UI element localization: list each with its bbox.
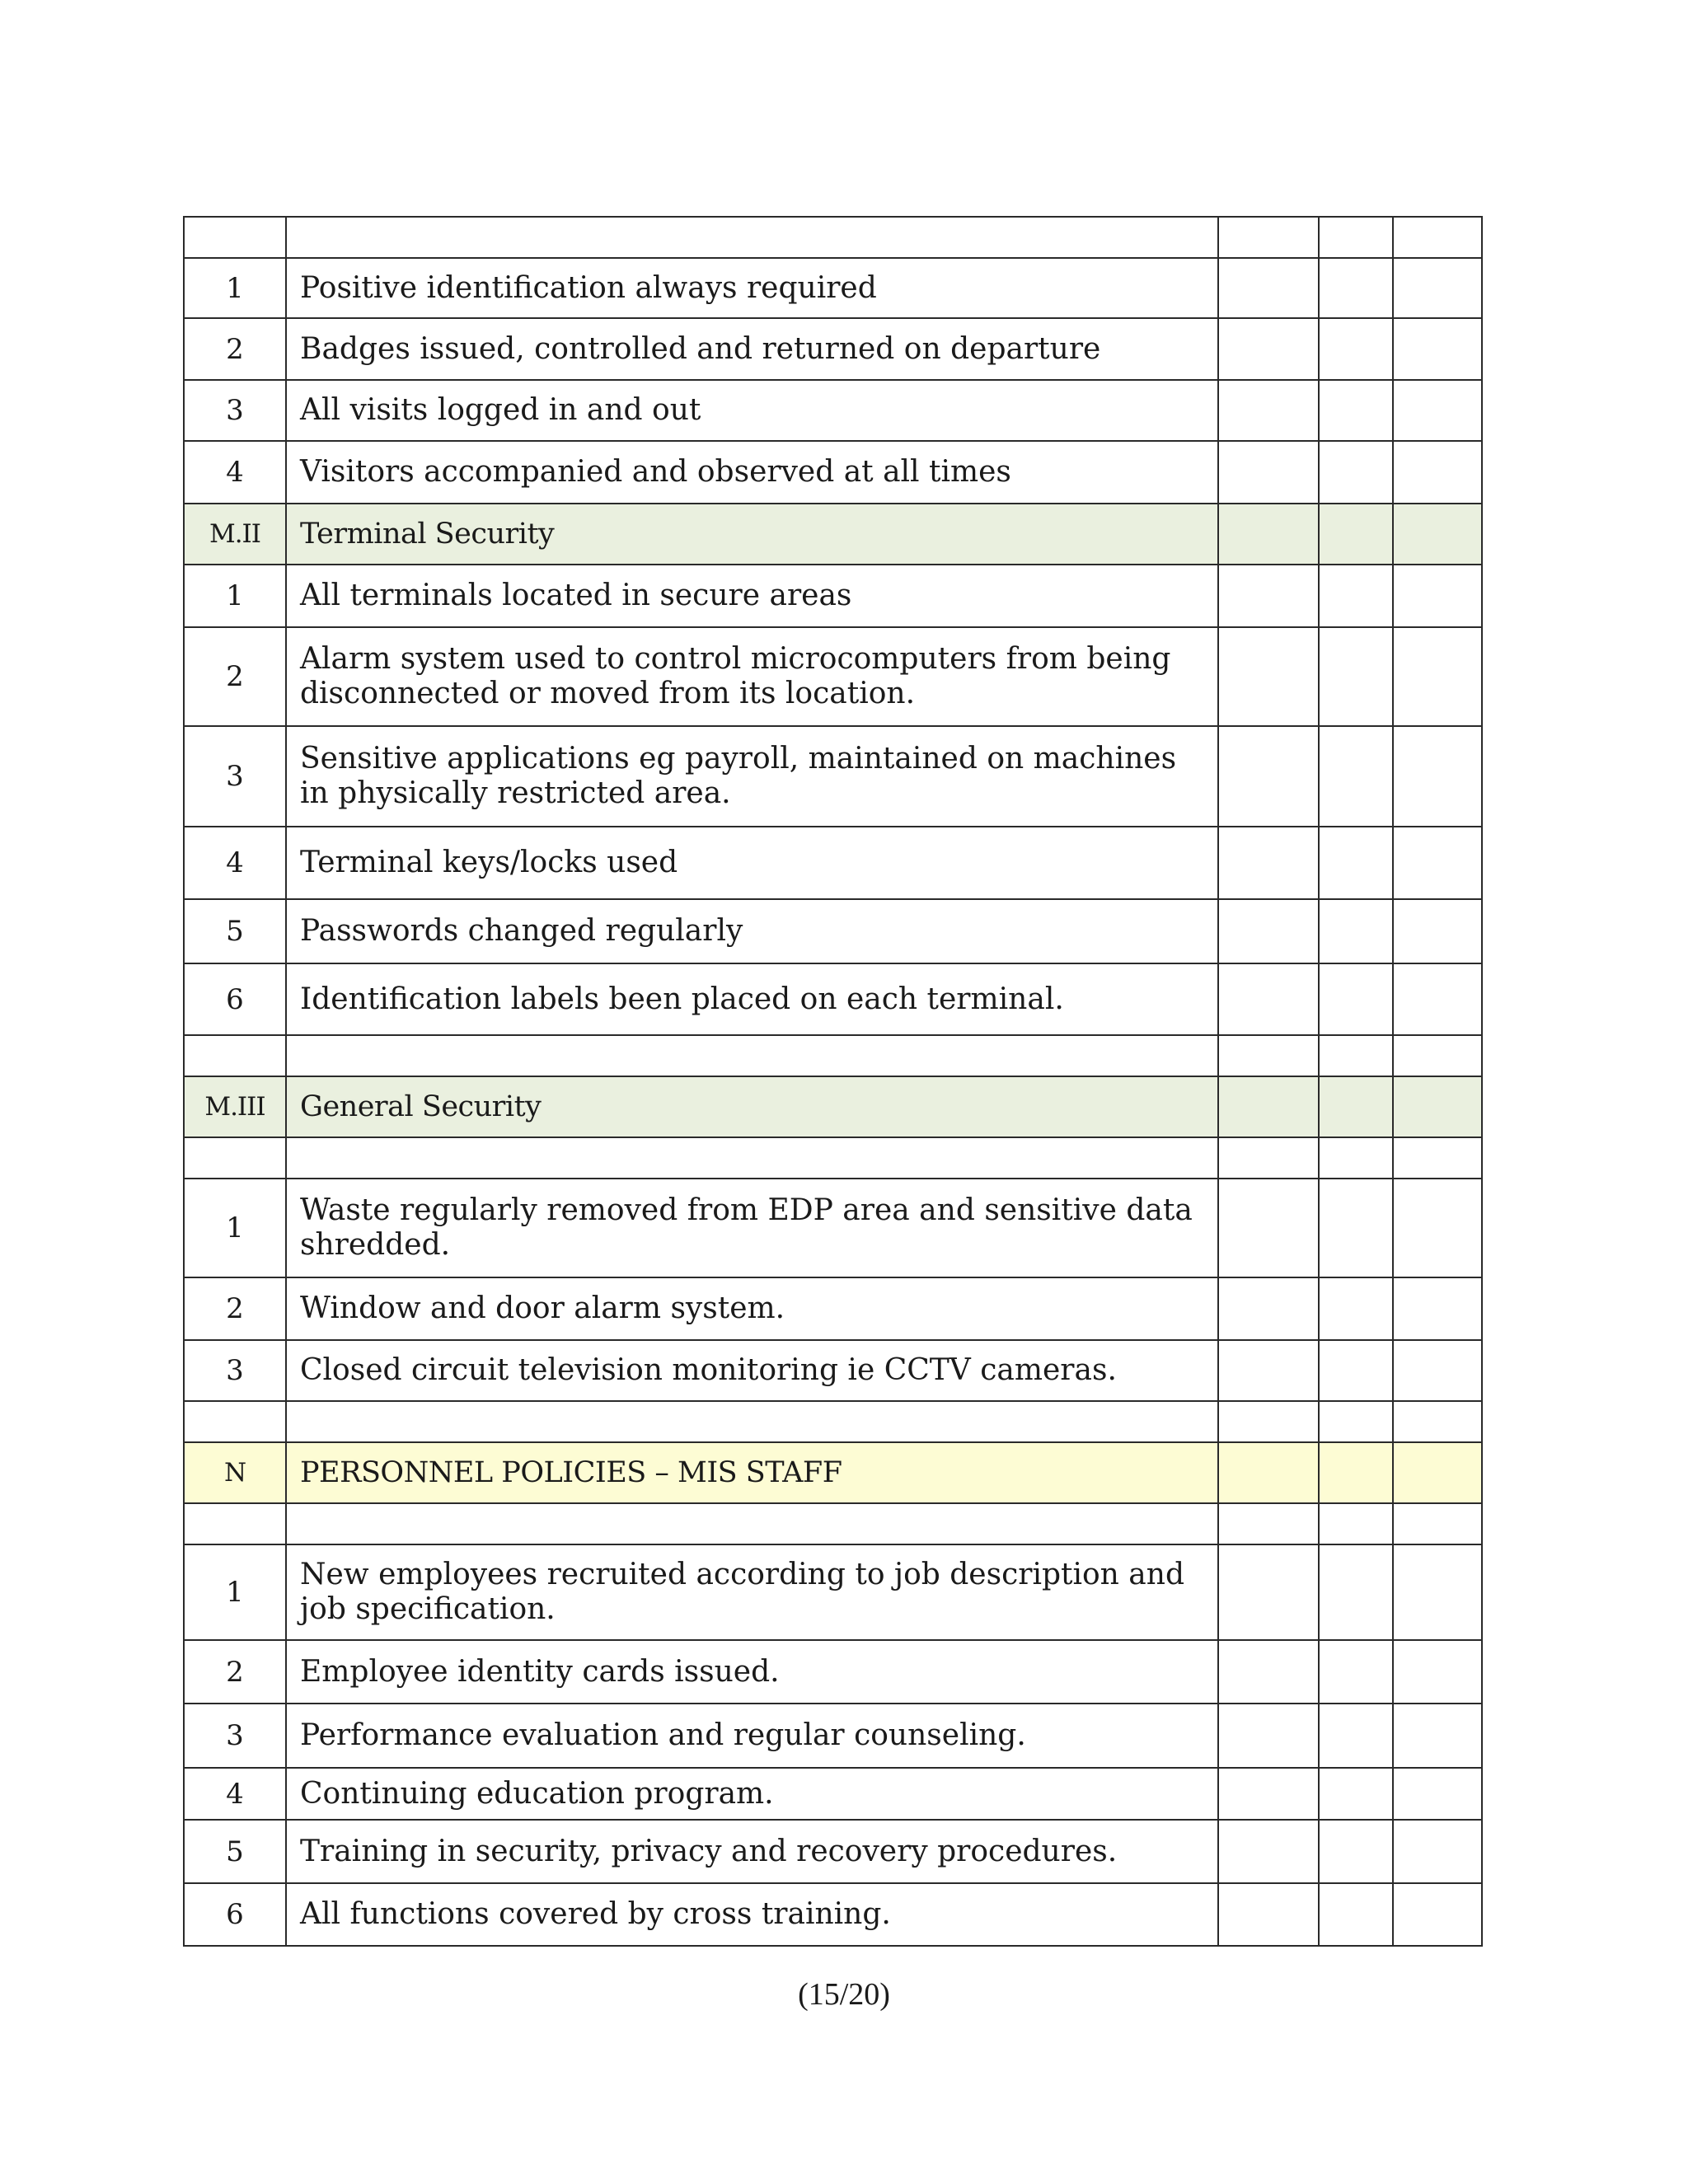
check-column-1-cell [1218, 1401, 1319, 1442]
table-row [184, 1340, 1482, 1401]
check-column-2-cell [1319, 217, 1393, 258]
check-column-1-cell [1218, 217, 1319, 258]
check-column-3-cell [1393, 963, 1482, 1035]
table-row [184, 1544, 1482, 1640]
check-column-3-cell [1393, 1035, 1482, 1076]
check-column-1-cell [1218, 380, 1319, 441]
check-column-1-cell [1218, 1179, 1319, 1277]
blank-row [184, 1137, 1482, 1179]
check-column-1-cell [1218, 258, 1319, 318]
table-row [184, 1768, 1482, 1820]
item-description: Terminal keys/locks used [286, 827, 1218, 899]
check-column-3-cell [1393, 504, 1482, 565]
check-column-1-cell [1218, 1704, 1319, 1768]
item-description: Employee identity cards issued. [286, 1640, 1218, 1704]
section-header-row [184, 1076, 1482, 1137]
item-number: 4 [184, 441, 286, 504]
checklist-table [183, 216, 1483, 1947]
item-number: 2 [184, 1640, 286, 1704]
table-row [184, 726, 1482, 827]
check-column-3-cell [1393, 1137, 1482, 1179]
item-number [184, 217, 286, 258]
check-column-1-cell [1218, 1035, 1319, 1076]
item-number: 3 [184, 1704, 286, 1768]
check-column-1-cell [1218, 726, 1319, 827]
check-column-3-cell [1393, 1704, 1482, 1768]
check-column-2-cell [1319, 963, 1393, 1035]
check-column-2-cell [1319, 1137, 1393, 1179]
check-column-2-cell [1319, 1503, 1393, 1544]
blank-row [184, 1503, 1482, 1544]
section-header-row [184, 1442, 1482, 1503]
item-description: All terminals located in secure areas [286, 565, 1218, 627]
item-number: 1 [184, 258, 286, 318]
item-number: 2 [184, 627, 286, 726]
check-column-3-cell [1393, 1076, 1482, 1137]
page-number: (15/20) [798, 1977, 890, 2012]
item-number: 1 [184, 565, 286, 627]
table-row [184, 441, 1482, 504]
check-column-2-cell [1319, 318, 1393, 380]
check-column-2-cell [1319, 1340, 1393, 1401]
check-column-2-cell [1319, 258, 1393, 318]
item-number: 4 [184, 1768, 286, 1820]
item-description: Badges issued, controlled and returned on departure [286, 318, 1218, 380]
table-row [184, 899, 1482, 963]
check-column-1-cell [1218, 565, 1319, 627]
table-row [184, 1179, 1482, 1277]
item-description: Positive identification always required [286, 258, 1218, 318]
item-number: 5 [184, 1820, 286, 1883]
item-number: 2 [184, 1277, 286, 1340]
check-column-2-cell [1319, 827, 1393, 899]
item-description: Training in security, privacy and recovery procedures. [286, 1820, 1218, 1883]
check-column-3-cell [1393, 1544, 1482, 1640]
check-column-3-cell [1393, 1768, 1482, 1820]
table-row [184, 827, 1482, 899]
check-column-3-cell [1393, 827, 1482, 899]
check-column-3-cell [1393, 1640, 1482, 1704]
table-row [184, 258, 1482, 318]
check-column-3-cell [1393, 565, 1482, 627]
check-column-3-cell [1393, 1179, 1482, 1277]
check-column-1-cell [1218, 1544, 1319, 1640]
check-column-3-cell [1393, 258, 1482, 318]
item-number: 3 [184, 380, 286, 441]
check-column-2-cell [1319, 1768, 1393, 1820]
item-description: Continuing education program. [286, 1768, 1218, 1820]
item-number [184, 1503, 286, 1544]
section-title: Terminal Security [286, 504, 1218, 565]
item-number: M.II [184, 504, 286, 565]
check-column-1-cell [1218, 899, 1319, 963]
item-description: Passwords changed regularly [286, 899, 1218, 963]
check-column-3-cell [1393, 1401, 1482, 1442]
section-title [286, 1137, 1218, 1179]
section-title [286, 1035, 1218, 1076]
check-column-3-cell [1393, 441, 1482, 504]
blank-row [184, 1035, 1482, 1076]
check-column-3-cell [1393, 1883, 1482, 1946]
item-number: 5 [184, 899, 286, 963]
item-number: 1 [184, 1544, 286, 1640]
check-column-3-cell [1393, 1340, 1482, 1401]
section-title [286, 217, 1218, 258]
item-number: N [184, 1442, 286, 1503]
item-number: 3 [184, 1340, 286, 1401]
check-column-3-cell [1393, 217, 1482, 258]
blank-row [184, 217, 1482, 258]
check-column-1-cell [1218, 1820, 1319, 1883]
item-number: 2 [184, 318, 286, 380]
check-column-2-cell [1319, 1640, 1393, 1704]
table-row [184, 1640, 1482, 1704]
item-number: 6 [184, 1883, 286, 1946]
check-column-2-cell [1319, 627, 1393, 726]
table-row [184, 565, 1482, 627]
item-description: New employees recruited according to job description and job specification. [286, 1544, 1218, 1640]
check-column-3-cell [1393, 726, 1482, 827]
section-title: PERSONNEL POLICIES – MIS STAFF [286, 1442, 1218, 1503]
item-number: 1 [184, 1179, 286, 1277]
table-row [184, 1704, 1482, 1768]
check-column-1-cell [1218, 1076, 1319, 1137]
checklist-body [184, 217, 1482, 1946]
check-column-1-cell [1218, 318, 1319, 380]
check-column-2-cell [1319, 565, 1393, 627]
check-column-3-cell [1393, 1820, 1482, 1883]
item-number: M.III [184, 1076, 286, 1137]
item-number: 4 [184, 827, 286, 899]
check-column-3-cell [1393, 1503, 1482, 1544]
check-column-3-cell [1393, 899, 1482, 963]
check-column-1-cell [1218, 504, 1319, 565]
check-column-1-cell [1218, 963, 1319, 1035]
table-row [184, 1820, 1482, 1883]
check-column-2-cell [1319, 1035, 1393, 1076]
check-column-1-cell [1218, 1640, 1319, 1704]
section-header-row [184, 504, 1482, 565]
check-column-1-cell [1218, 1503, 1319, 1544]
check-column-3-cell [1393, 318, 1482, 380]
table-row [184, 627, 1482, 726]
check-column-3-cell [1393, 380, 1482, 441]
section-title [286, 1401, 1218, 1442]
check-column-2-cell [1319, 1401, 1393, 1442]
check-column-2-cell [1319, 1277, 1393, 1340]
section-title: General Security [286, 1076, 1218, 1137]
check-column-1-cell [1218, 441, 1319, 504]
check-column-2-cell [1319, 504, 1393, 565]
item-description: Visitors accompanied and observed at all times [286, 441, 1218, 504]
item-number: 6 [184, 963, 286, 1035]
item-description: Waste regularly removed from EDP area and sensitive data shredded. [286, 1179, 1218, 1277]
check-column-3-cell [1393, 1442, 1482, 1503]
table-row [184, 1277, 1482, 1340]
check-column-1-cell [1218, 1340, 1319, 1401]
section-title [286, 1503, 1218, 1544]
item-number: 3 [184, 726, 286, 827]
check-column-2-cell [1319, 1883, 1393, 1946]
check-column-2-cell [1319, 380, 1393, 441]
check-column-3-cell [1393, 627, 1482, 726]
item-description: Closed circuit television monitoring ie CCTV cameras. [286, 1340, 1218, 1401]
item-number [184, 1401, 286, 1442]
table-row [184, 380, 1482, 441]
item-description: All functions covered by cross training. [286, 1883, 1218, 1946]
blank-row [184, 1401, 1482, 1442]
check-column-2-cell [1319, 1544, 1393, 1640]
item-description: Sensitive applications eg payroll, maintained on machines in physically restricted area. [286, 726, 1218, 827]
check-column-1-cell [1218, 1883, 1319, 1946]
check-column-3-cell [1393, 1277, 1482, 1340]
item-number [184, 1035, 286, 1076]
check-column-2-cell [1319, 1704, 1393, 1768]
check-column-1-cell [1218, 1442, 1319, 1503]
check-column-1-cell [1218, 627, 1319, 726]
check-column-2-cell [1319, 899, 1393, 963]
check-column-2-cell [1319, 1179, 1393, 1277]
check-column-2-cell [1319, 1442, 1393, 1503]
check-column-2-cell [1319, 1820, 1393, 1883]
item-description: All visits logged in and out [286, 380, 1218, 441]
check-column-2-cell [1319, 726, 1393, 827]
item-description: Window and door alarm system. [286, 1277, 1218, 1340]
check-column-1-cell [1218, 1277, 1319, 1340]
check-column-1-cell [1218, 1137, 1319, 1179]
table-row [184, 1883, 1482, 1946]
item-description: Performance evaluation and regular counseling. [286, 1704, 1218, 1768]
table-row [184, 318, 1482, 380]
item-description: Identification labels been placed on each terminal. [286, 963, 1218, 1035]
table-row [184, 963, 1482, 1035]
item-description: Alarm system used to control microcomputers from being disconnected or moved from its location. [286, 627, 1218, 726]
check-column-1-cell [1218, 1768, 1319, 1820]
check-column-2-cell [1319, 441, 1393, 504]
check-column-2-cell [1319, 1076, 1393, 1137]
check-column-1-cell [1218, 827, 1319, 899]
item-number [184, 1137, 286, 1179]
